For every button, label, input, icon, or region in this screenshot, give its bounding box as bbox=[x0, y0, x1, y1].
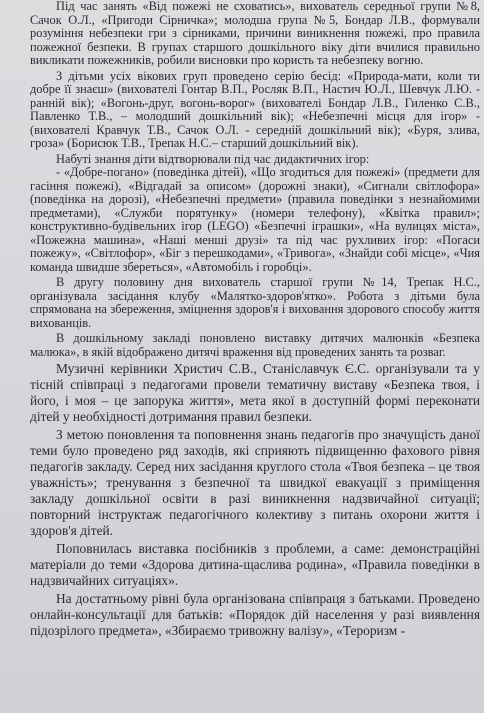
paragraph-teacher-training: З метою поновлення та поповнення знань педагогів про значущість даної теми було проведено ряд заходів, які сприяють підвищенню фахового рівня педагогів закладу. Серед них засідання круглого стола «Твоя безпека – це твоя уважність»; тренування з безпечної та швидкої евакуації з приміщення закладу дошкільної освіти в разі виникнення надзвичайної ситуації; повторний інструктаж педагогічного колективу з питань охорони життя і здоров'я дітей. bbox=[30, 427, 480, 538]
paragraph-didactic-games-intro: Набуті знання діти відтворювали під час дидактичних ігор: bbox=[56, 151, 370, 166]
paragraph-parents-cooperation: На достатньому рівні була організована співпраця з батьками. Проведено онлайн-консультації для батьків: «Порядок дій населення у разі виявлення підозрілого предмета», «Збираємо тривожну валізу», «Тероризм - bbox=[30, 591, 480, 638]
document-body bbox=[30, 0, 480, 639]
paragraph-manuals-exhibition: Поповнилась виставка посібників з проблеми, а саме: демонстраційні матеріали до теми «Здорова дитина-щаслива родина», «Правила поведінки в надзвичайних ситуаціях». bbox=[30, 541, 480, 588]
paragraph-music-performance: Музичні керівники Христич С.В., Станіславчук Є.С. організували та у тісній співпраці з педагогами провели тематичну виставу «Безпека твоя, і його, і моя – це запорука життя», мета якої в доступній формі переконати дітей у необхідності дотримання правил безпеки. bbox=[30, 361, 480, 424]
paragraph-drawing-exhibition: В дошкільному закладі поновлено виставку дитячих малюнків «Безпека малюка», в якій відображено дитячі враження від проведених занять та розваг. bbox=[30, 331, 480, 359]
paragraph-health-club: В другу половину дня вихователь старшої групи №14, Трепак Н.С., організувала засідання клубу «Малятко-здоров'ятко». Робота з дітьми була спрямована на збереження, зміцнення здоров'я і виховання здорового способу життя вихованців. bbox=[30, 275, 480, 330]
paragraph-games-list: - «Добре-погано» (поведінка дітей), «Що згодиться для пожежі» (предмети для гасіння пожежі), «Відгадай за описом» (дорожні знаки), «Сигнали світлофора» (поведінка на дорозі), «Небезпечні предмети» (правила поведінки з незнайомими предметами), «Служби порятунку» (номери телефону), «Квітка правил»; конструктивно-будівельних ігор (LEGO) «Безпечні іграшки», «На вулицях міста», «Пожежна машина», «Наші менші друзі» та під час рухливих ігор: «Погаси пожежу», «Світлофор», «Біг з перешкодами», «Тривога», «Знайди собі місце», «Чия команда швидше збереться», «Автомобіль і горобці». bbox=[30, 165, 480, 274]
paragraph-fire-safety-lessons: Під час занять «Від пожежі не сховатись», вихователь середньої групи №8, Сачок О.Л., «Пригоди Сірничка»; молодша група №5, Бондар Л.В., формували розуміння небезпеки гри з сірниками, причини виникнення пожежі, про правила пожежної безпеки. В групах старшого дошкільного віку діти вчилися правильно викликати пожежників, робили висновки про користь та небезпеку вогню. bbox=[30, 0, 480, 67]
paragraph-conversations: З дітьми усіх вікових груп проведено серію бесід: «Природа-мати, коли ти добре її знаєш» (вихователі Гонтар В.П., Росляк В.П., Настич Ю.Л., Шевчук Л.Ю. - ранній вік); «Вогонь-друг, вогонь-ворог» (вихователі Бондар Л.В., Гиленко С.В., Павленко Т.В., – молодший дошкільний вік); «Небезпечні місця для ігор» - (вихователі Кравчук Т.В., Сачок О.Л. - середній дошкільний вік); «Буря, злива, гроза» (Борисюк Т.В., Трепак Н.С.– старший дошкільний вік). bbox=[30, 68, 480, 150]
